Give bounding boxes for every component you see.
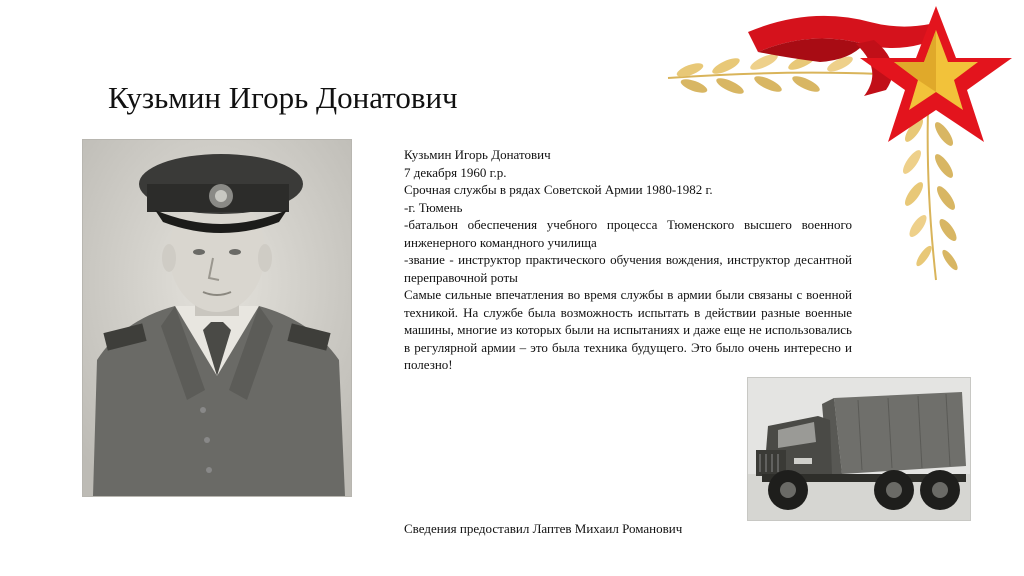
portrait-illustration: [83, 140, 351, 496]
bio-name: Кузьмин Игорь Донатович: [404, 147, 551, 162]
soldier-portrait-photo: [83, 140, 351, 496]
page-title: Кузьмин Игорь Донатович: [108, 80, 458, 115]
bio-service-years: Срочная службы в рядах Советской Армии 1980-1982 г.: [404, 182, 713, 197]
source-credit: Сведения предоставил Лаптев Михаил Романович: [404, 521, 683, 536]
biography: [404, 146, 852, 374]
bio-rank: -звание - инструктор практического обучения вождения, инструктор десантной переправочной роты: [404, 252, 852, 285]
bio-birth-date: 7 декабря 1960 г.р.: [404, 164, 507, 180]
bio-impressions: Самые сильные впечатления во время службы в армии были связаны с военной техникой. На службе была возможность испытать в действии разные военные машины, многие из которых были на испытаниях и даже еще не использовались в регулярной армии – это была техника будущего. Это было очень интересно и полезно!: [404, 287, 852, 372]
truck-illustration: [748, 378, 970, 520]
bio-unit: -батальон обеспечения учебного процесса Тюменского высшего военного инженерного командного училища: [404, 217, 852, 250]
bio-city: -г. Тюмень: [404, 199, 463, 215]
laurel-branch-horizontal: [668, 51, 880, 97]
laurel-branch-vertical: [900, 110, 960, 280]
military-truck-photo: [748, 378, 970, 520]
